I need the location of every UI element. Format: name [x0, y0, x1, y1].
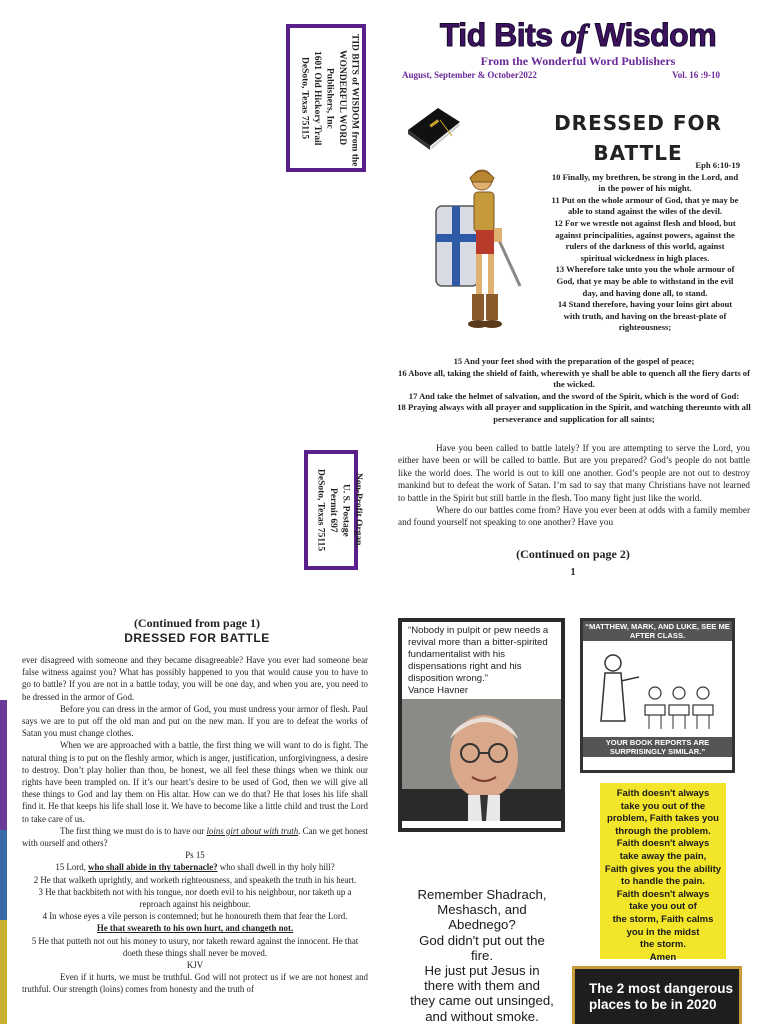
- page-number: 1: [570, 567, 576, 578]
- continued-on-note: (Continued on page 2): [516, 547, 630, 561]
- heading-line: DRESSED FOR: [554, 111, 722, 135]
- body-paragraph: Have you been called to battle lately? If you are attempting to serve the Lord, you either have been or will be called to battle. But are you prepared? God’s people do not battle like the world does. The world is out to kill one another. God’s people are not out to destroy mankind but to defeat the work of Satan. I’m sad to say that many Christians have not learned to battle in the Spirit but still battle in the flesh. Too many fight just like the world.: [398, 443, 750, 503]
- faith-box: [600, 783, 726, 963]
- permit-line: Permit 697: [328, 487, 338, 533]
- faith-text: [600, 783, 726, 964]
- heading-line: BATTLE: [593, 141, 683, 165]
- page2-heading: DRESSED FOR BATTLE: [124, 631, 270, 645]
- address-box-bottom: [304, 450, 363, 570]
- psalm-verse: [22, 861, 368, 873]
- faith-line: Faith doesn't always: [616, 888, 710, 900]
- address-line: DeSoto, Texas 75115: [299, 56, 310, 140]
- shadrach-line: He just put Jesus in: [424, 963, 540, 979]
- text-run: The first thing we must do is to have our: [60, 825, 207, 836]
- psalm-verse: 5 He that putteth not out his money to usury, nor taketh reward against the innocent. He that doeth these things shall never be moved.: [31, 935, 359, 958]
- quote-body: “Nobody in pulpit or pew needs a revival more than a bitter-spirited fundamentalist with his dispensations right and his disposition wrong.”: [408, 625, 549, 684]
- cartoon-box: [580, 618, 735, 773]
- shadrach-line: God didn't put out the: [419, 932, 545, 948]
- shadrach-line: Abednego?: [448, 917, 516, 933]
- continued-from-note: (Continued from page 1): [133, 616, 261, 630]
- issue-date: August, September & October2022: [402, 70, 537, 80]
- permit-line: Non-Profit Organ.: [353, 472, 363, 548]
- shadrach-line: there with them and: [424, 978, 540, 994]
- permit-line: DeSoto, Texas 75115: [315, 468, 326, 552]
- bible-icon: [404, 100, 464, 152]
- faith-line: Faith doesn't always: [616, 788, 710, 799]
- shadrach-text: [398, 887, 566, 1024]
- address-line: TID BITS of WISDOM from the: [349, 34, 360, 167]
- title-part: Tid Bits: [439, 17, 561, 53]
- address-line: WONDERFUL WORD: [337, 50, 347, 146]
- issue-line: [402, 70, 720, 80]
- shadrach-line: they came out unsinged,: [410, 993, 554, 1009]
- text-run: who shall dwell in thy holy hill?: [217, 862, 335, 873]
- verse: 11 Put on the whole armour of God, that ye may be able to stand against the wiles of the devil.: [551, 194, 739, 217]
- verse: 10 Finally, my brethren, be strong in the Lord, and in the power of his might.: [551, 171, 739, 194]
- faith-line: take away the pain,: [619, 850, 707, 862]
- title-of: of: [560, 17, 587, 53]
- address-line: Publishers, Inc: [324, 67, 335, 129]
- body-paragraph: Before you can dress in the armor of God, you must undress your armor of flesh. Paul says we are to put off the old man and put on the new man. If you are to defeat the works of Satan you must change clothes.: [22, 703, 368, 739]
- faith-line: you in the midst: [626, 926, 700, 938]
- translation-label: KJV: [186, 960, 204, 971]
- dangerous-places-box: [572, 966, 742, 1024]
- emphasis: loins girt about with truth: [206, 825, 299, 836]
- newsletter-title: [398, 16, 758, 54]
- quote-text: [402, 622, 561, 697]
- verse: 17 And take the helmet of salvation, and the sword of the Spirit, which is the word of God:: [408, 390, 740, 401]
- psalm-verse: 4 In whose eyes a vile person is contemned; but he honoureth them that fear the Lord.: [42, 911, 348, 922]
- shadrach-line: and without smoke.: [425, 1008, 539, 1024]
- quote-author: Vance Havner: [408, 685, 469, 696]
- faith-line: Amen: [649, 951, 677, 963]
- psalm-verse: 2 He that walketh uprightly, and worketh righteousness, and speaketh the truth in his heart.: [33, 874, 357, 885]
- body-paragraph: Where do our battles come from? Have you ever been at odds with a family member and found yourself not speaking to one another? Have you: [398, 505, 750, 528]
- shadrach-line: Meshasch, and: [437, 902, 527, 918]
- volume-number: Vol. 16 :9-10: [672, 70, 720, 80]
- masthead: [398, 16, 758, 69]
- faith-line: through the problem.: [615, 825, 711, 837]
- emphasis: who shall abide in thy tabernacle?: [88, 862, 218, 873]
- permit-text: [308, 454, 370, 566]
- scripture-reference: Eph 6:10-19: [695, 160, 740, 170]
- dangerous-places-text: [575, 969, 739, 1013]
- psalm-verse: 3 He that backbiteth not with his tongue, nor doeth evil to his neighbour, nor taketh up a reproach against his neighbour.: [38, 886, 352, 910]
- verse: 18 Praying always with all prayer and supplication in the Spirit, and watching thereunto with all perseverance and supplication for all saints;: [397, 402, 751, 424]
- decorative-strip: [0, 920, 7, 1024]
- faith-line: problem, Faith takes you: [607, 813, 719, 825]
- faith-line: the storm.: [640, 939, 686, 951]
- verse: 13 Wherefore take unto you the whole armour of God, that ye may be able to withstand in the evil day, and having done all, to stand.: [555, 264, 735, 298]
- cartoon-caption-bottom: YOUR BOOK REPORTS ARE SURPRISINGLY SIMILAR.”: [583, 737, 732, 757]
- decorative-strip: [0, 700, 7, 830]
- portrait-photo: [402, 699, 561, 821]
- title-part: Wisdom: [586, 17, 717, 53]
- text-run: . Can we get honest with ourself and others?: [22, 825, 368, 849]
- body-paragraph: [22, 825, 368, 849]
- faith-line: take you out of: [629, 901, 697, 913]
- body-paragraph: When we are approached with a battle, the first thing we will want to do is fight. The natural thing is to put on the fleshly armor, which is anger, justification, unforgivingness, a desire to destroy. Don’t play holier than thou, be honest, we all feel these things when we think our rights have been trampled on. If it’s our heart’s desire to be used of God, then we will give all these things to God and lay them on His altar. How can we do that? He that loses his life shall find it. He that keeps his life shall lose it. We have to become like a little child and trust the Lord to take care of us.: [22, 740, 368, 824]
- text-run: 15 Lord,: [55, 862, 89, 873]
- scripture-verses: [550, 160, 740, 334]
- body-paragraph: ever disagreed with someone and they became disagreeable? Have you ever had someone bear false witness against you? What has possibly happened to you that would cause you to have to go to battle? If you are not in a battle today, you will be one day, and when you are, you need to be dressed in the armor of God.: [22, 655, 368, 702]
- address-text-top: [290, 28, 369, 168]
- verse: 16 Above all, taking the shield of faith, wherewith ye shall be able to quench all the fiery darts of the wicked.: [398, 367, 750, 390]
- decorative-strip: [0, 830, 7, 920]
- psalm-verse-emphasis: He that sweareth to his own hurt, and changeth not.: [96, 923, 294, 934]
- faith-line: Faith gives you the ability: [604, 863, 722, 875]
- scripture-verses-continued: [396, 356, 752, 426]
- faith-line: take you out of the: [620, 800, 706, 812]
- danger-line: places to be in 2020: [589, 997, 717, 1012]
- danger-line: The 2 most dangerous: [589, 981, 734, 996]
- verse: 15 And your feet shod with the preparation of the gospel of peace;: [453, 356, 695, 366]
- quote-box: [398, 618, 565, 832]
- classroom-cartoon-illustration: [583, 641, 732, 737]
- soldier-armor-illustration: [430, 168, 530, 346]
- article-body-continued: [22, 654, 368, 996]
- newsletter-subtitle: From the Wonderful Word Publishers: [480, 54, 676, 68]
- article-heading: [548, 108, 728, 168]
- verse: 12 For we wrestle not against flesh and blood, but against principalities, against powers, against the rulers of the darkness of this world, against spiritual wickedness in high places.: [554, 217, 736, 263]
- body-paragraph: Even if it hurts, we must be truthful. God will not protect us if we are not honest and truthful. Our strength (loins) comes from honesty and the truth of: [22, 972, 368, 995]
- address-line: 1601 Old Hickory Trail: [312, 50, 322, 146]
- faith-line: Faith doesn't always: [616, 838, 710, 850]
- shadrach-line: Remember Shadrach,: [417, 887, 547, 902]
- shadrach-line: fire.: [471, 947, 493, 963]
- psalm-reference: Ps 15: [185, 850, 205, 861]
- faith-line: the storm, Faith calms: [612, 913, 714, 925]
- verse: 14 Stand therefore, having your loins girt about with truth, and having on the breast-plate of righteousness;: [557, 299, 733, 333]
- address-box-top: [286, 24, 366, 172]
- permit-line: U. S. Postage: [340, 483, 351, 537]
- faith-line: to handle the pain.: [621, 876, 705, 888]
- cartoon-caption-top: “MATTHEW, MARK, AND LUKE, SEE ME AFTER CLASS.: [583, 621, 732, 641]
- article-body: [398, 442, 750, 529]
